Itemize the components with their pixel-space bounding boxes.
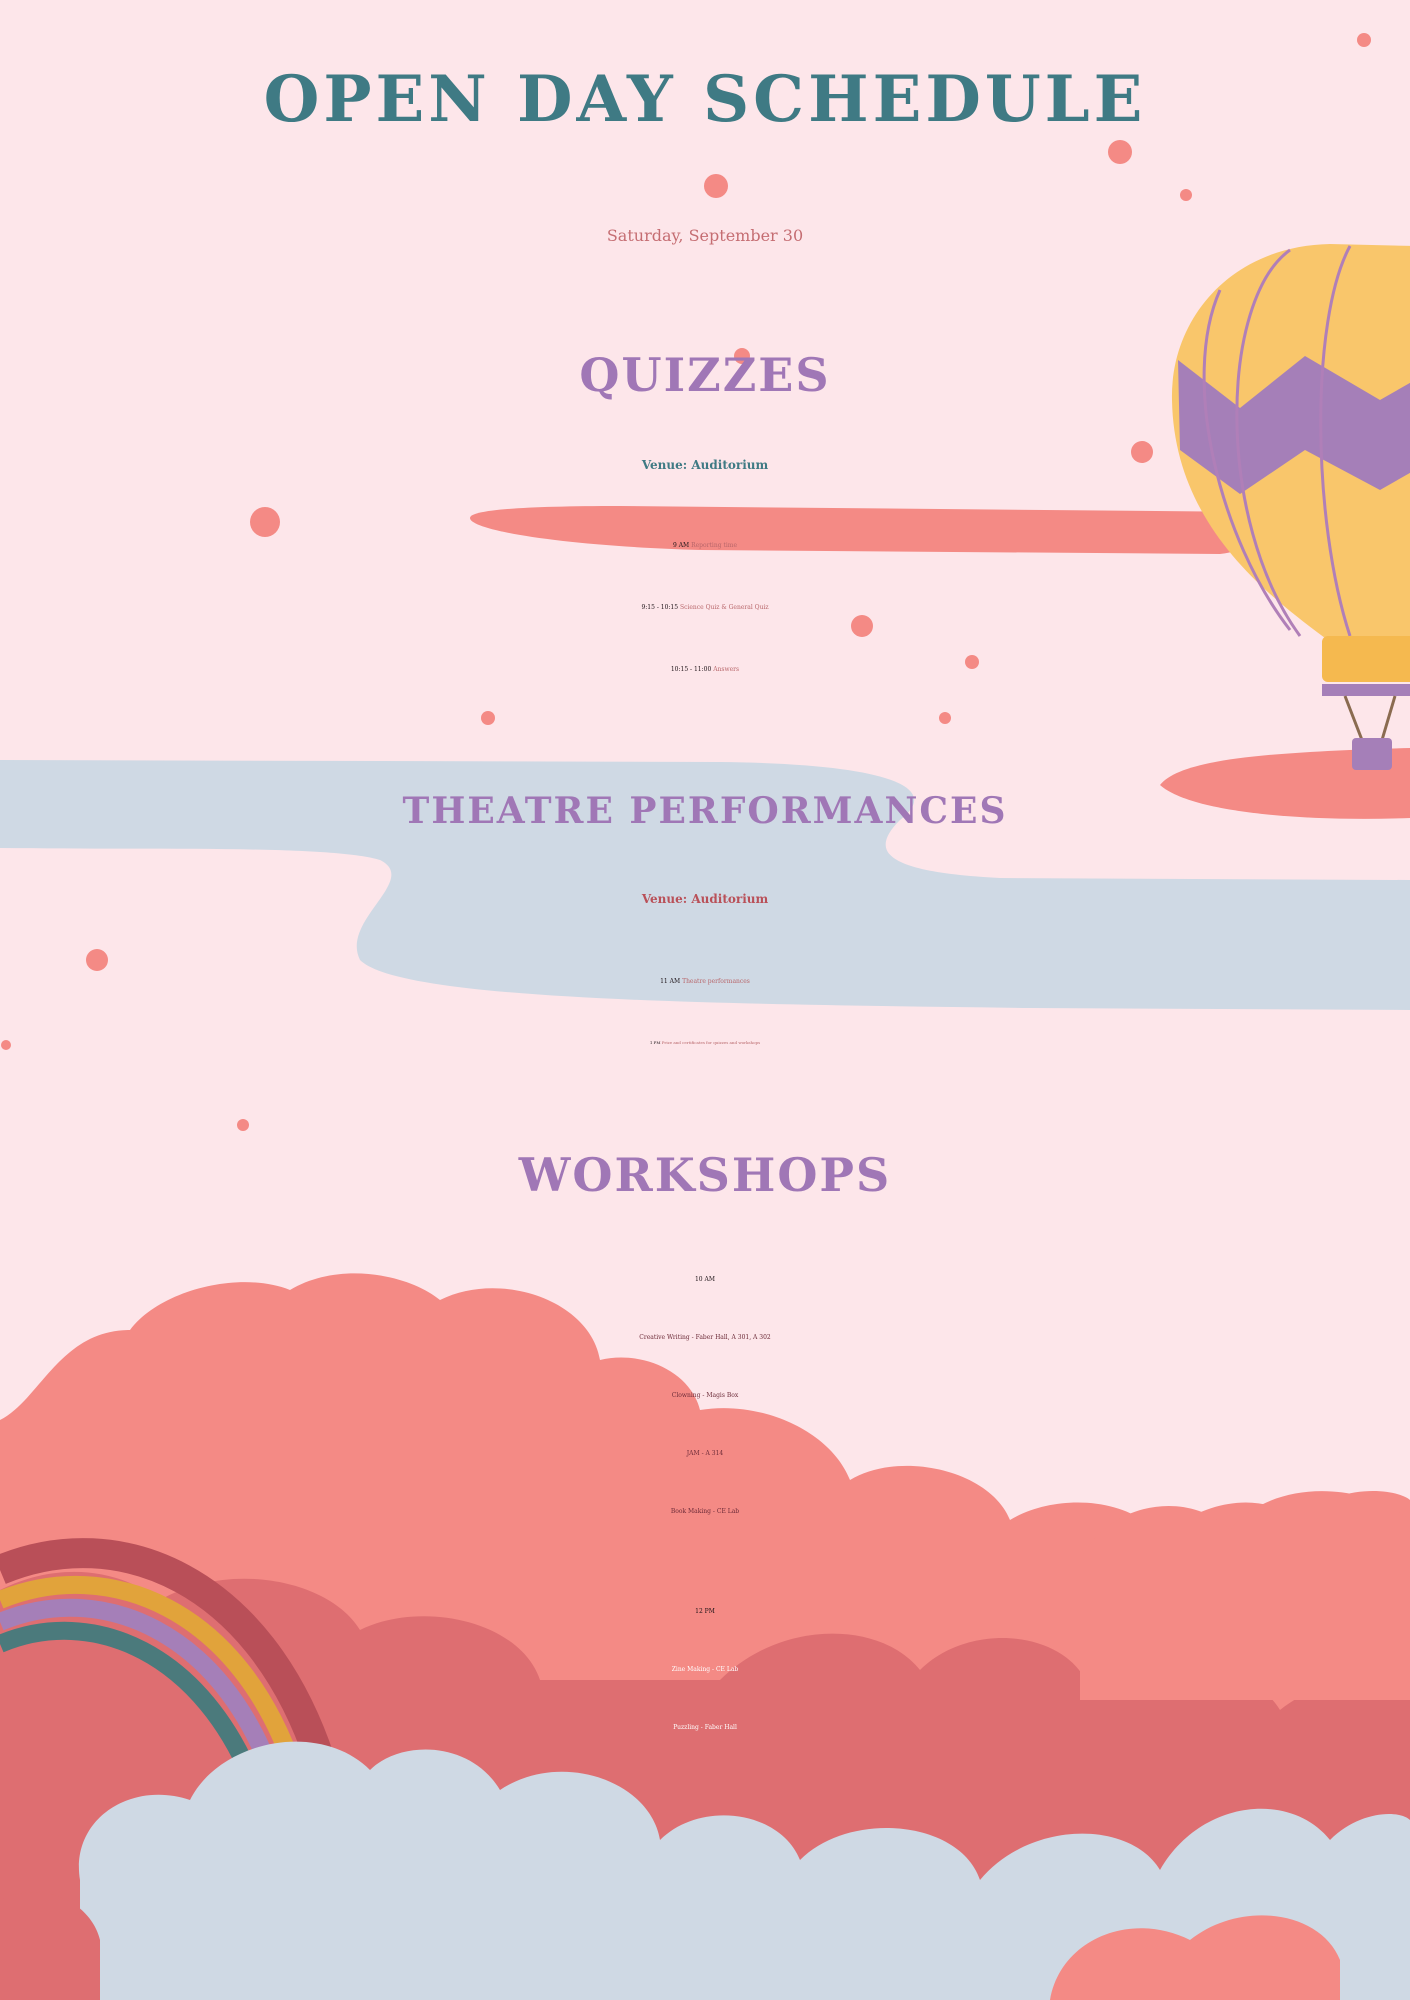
workshop-item: Creative Writing - Faber Hall, A 301, A 302 [639,1334,771,1341]
quiz-item-time: 9 AM [672,542,690,549]
workshop-slot-time: 10 AM [694,1276,716,1283]
theatre-item-time: 11 AM [660,978,681,985]
theatre-item-activity: Theatre performances [682,978,750,985]
quizzes-heading: QUIZZES [579,348,831,402]
quiz-item-time: 9:15 - 10:15 [641,604,679,611]
workshops-heading: WORKSHOPS [518,1148,892,1202]
quiz-item [0,604,1410,611]
theatre-item [0,1040,1410,1045]
workshop-item: JAM - A 314 [686,1450,724,1457]
page-title: OPEN DAY SCHEDULE [263,62,1147,137]
workshop-item: Clowning - Magis Box [671,1392,739,1399]
theatre-item-time: 1 PM [649,1040,661,1045]
quiz-item [0,666,1410,673]
quiz-item-activity: Answers [713,666,740,673]
theatre-item-activity: Prize and certificates for quizzes and workshops [661,1040,761,1045]
quiz-item-activity: Reporting time [691,542,738,549]
event-date: Saturday, September 30 [606,226,804,245]
theatre-item [0,978,1410,985]
theatre-venue: Venue: Auditorium [641,892,769,906]
workshop-item: Zine Making - CE Lab [671,1666,739,1673]
workshop-slot-time: 12 PM [695,1608,715,1615]
quiz-item-time: 10:15 - 11:00 [670,666,712,673]
quizzes-venue: Venue: Auditorium [641,458,769,472]
quiz-item-activity: Science Quiz & General Quiz [679,604,769,611]
theatre-heading: THEATRE PERFORMANCES [402,790,1008,832]
workshop-item: Book Making - CE Lab [670,1508,740,1515]
quiz-item [0,542,1410,549]
workshop-item: Puzzling - Faber Hall [673,1724,737,1731]
